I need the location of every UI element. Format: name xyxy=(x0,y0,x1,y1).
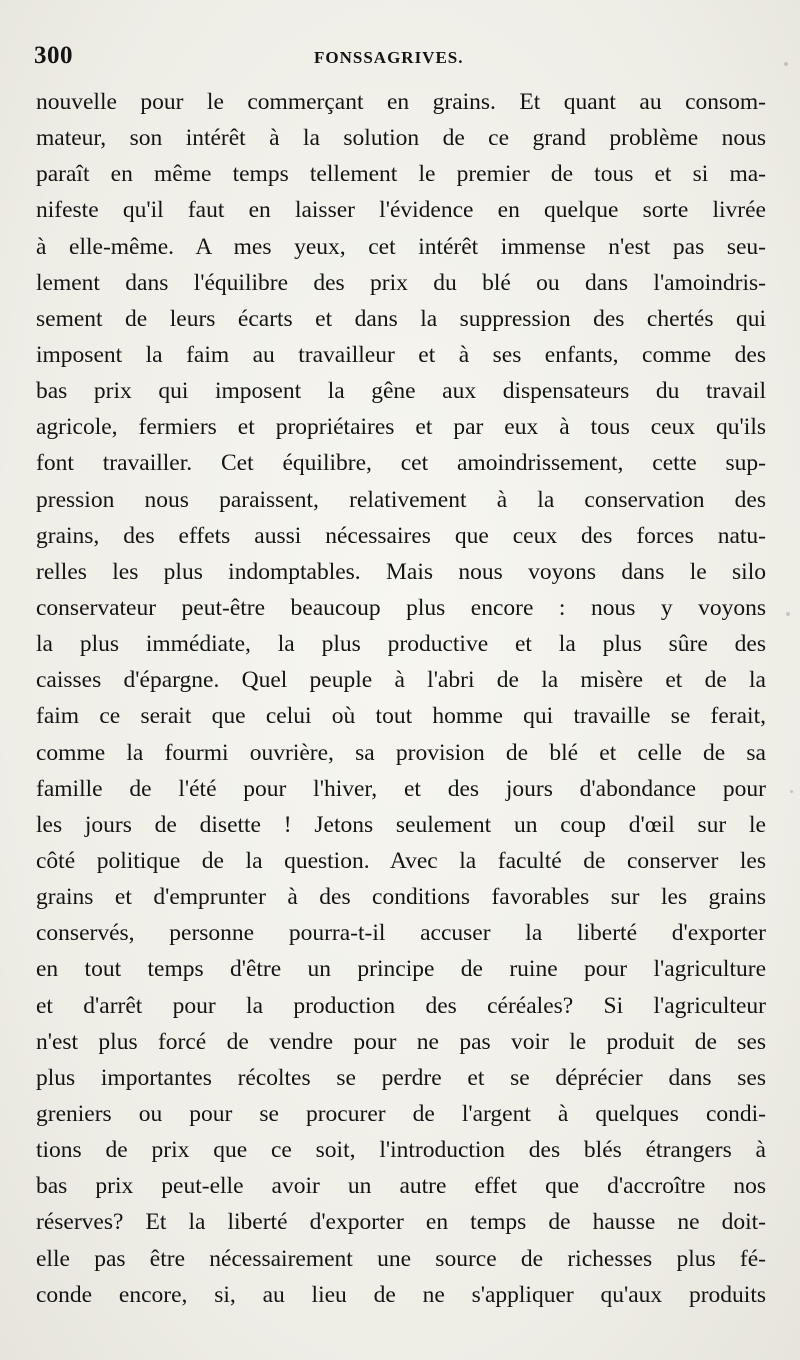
text-line: réserves? Et la liberté d'exporter en temps de hausse ne doit- xyxy=(36,1209,766,1236)
text-line: caisses d'épargne. Quel peuple à l'abri de la misère et de la xyxy=(36,667,766,694)
text-line: relles les plus indomptables. Mais nous voyons dans le silo xyxy=(36,558,766,585)
text-line: conservés, personne pourra-t-il accuser la liberté d'exporter xyxy=(36,920,766,947)
text-line: nifeste qu'il faut en laisser l'évidence en quelque sorte livrée xyxy=(36,197,766,224)
text-line: côté politique de la question. Avec la faculté de conserver les xyxy=(36,847,766,874)
text-line: en tout temps d'être un principe de ruine pour l'agriculture xyxy=(36,956,766,983)
text-line: faim ce serait que celui où tout homme qui travaille se ferait, xyxy=(36,703,766,730)
text-line: tions de prix que ce soit, l'introduction des blés étrangers à xyxy=(36,1137,766,1164)
text-line: plus importantes récoltes se perdre et se déprécier dans ses xyxy=(36,1064,766,1091)
page-header xyxy=(34,42,766,76)
text-line: grains et d'emprunter à des conditions favorables sur les grains xyxy=(36,884,766,911)
text-line: n'est plus forcé de vendre pour ne pas voir le produit de ses xyxy=(36,1028,766,1055)
text-line: la plus immédiate, la plus productive et la plus sûre des xyxy=(36,631,766,658)
text-line: lement dans l'équilibre des prix du blé ou dans l'amoindris- xyxy=(36,269,766,296)
text-line: pression nous paraissent, relativement à la conservation des xyxy=(36,486,766,513)
ink-speck xyxy=(786,612,790,616)
text-line: bas prix qui imposent la gêne aux dispensateurs du travail xyxy=(36,378,766,405)
text-line: elle pas être nécessairement une source de richesses plus fé- xyxy=(36,1245,766,1272)
text-line: sement de leurs écarts et dans la suppression des chertés qui xyxy=(36,305,766,332)
text-line: famille de l'été pour l'hiver, et des jours d'abondance pour xyxy=(36,775,766,802)
ink-speck xyxy=(784,62,788,66)
text-line: mateur, son intérêt à la solution de ce grand problème nous xyxy=(36,125,766,152)
text-line: et d'arrêt pour la production des céréales? Si l'agriculteur xyxy=(36,992,766,1019)
text-line: agricole, fermiers et propriétaires et par eux à tous ceux qu'ils xyxy=(36,414,766,441)
text-line: font travailler. Cet équilibre, cet amoindrissement, cette sup- xyxy=(36,450,766,477)
text-line: nouvelle pour le commerçant en grains. Et quant au consom- xyxy=(36,89,766,115)
text-line: conservateur peut-être beaucoup plus encore : nous y voyons xyxy=(36,594,766,621)
ink-speck xyxy=(790,790,793,793)
text-line: comme la fourmi ouvrière, sa provision de blé et celle de sa xyxy=(36,739,766,766)
text-line: à elle-même. A mes yeux, cet intérêt immense n'est pas seu- xyxy=(36,233,766,260)
text-line: paraît en même temps tellement le premier de tous et si ma- xyxy=(36,161,766,188)
running-head: FONSSAGRIVES. xyxy=(314,48,464,67)
text-line: conde encore, si, au lieu de ne s'appliquer qu'aux produits xyxy=(36,1281,766,1308)
body-text xyxy=(36,84,766,1313)
text-line: grains, des effets aussi nécessaires que ceux des forces natu- xyxy=(36,522,766,549)
text-line: bas prix peut-elle avoir un autre effet que d'accroître nos xyxy=(36,1173,766,1200)
text-line: les jours de disette ! Jetons seulement un coup d'œil sur le xyxy=(36,811,766,838)
page-number: 300 xyxy=(34,42,73,69)
text-line: imposent la faim au travailleur et à ses enfants, comme des xyxy=(36,341,766,368)
text-line: greniers ou pour se procurer de l'argent à quelques condi- xyxy=(36,1100,766,1127)
